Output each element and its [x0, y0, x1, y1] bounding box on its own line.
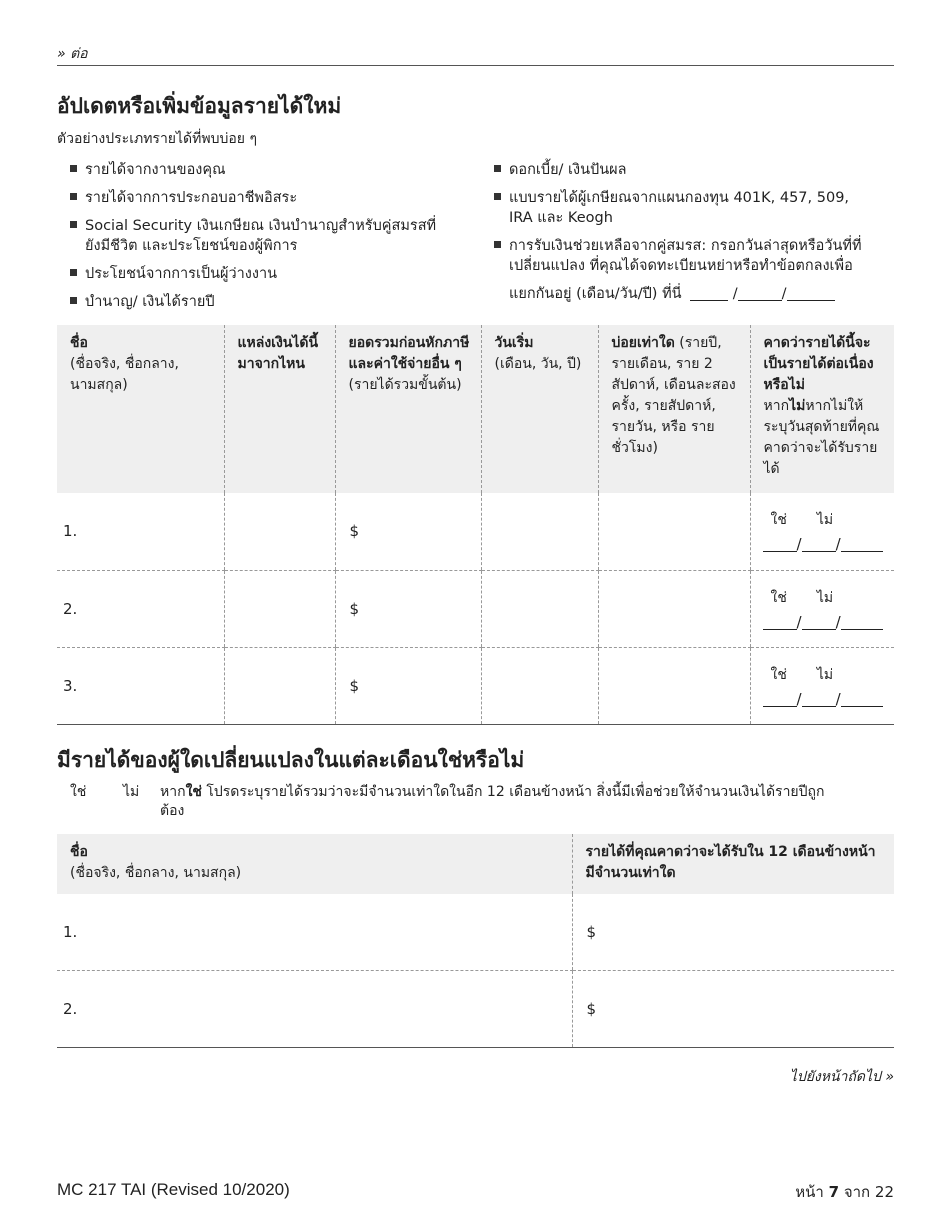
list-item: Social Security เงินเกษียณ เงินบำนาญสำหรับคู่สมรสที่ ยังมีชีวิต และประโยชน์ของผู้พิการ: [70, 216, 480, 256]
continuing-cell: [750, 647, 894, 724]
yes-option[interactable]: ใช่: [770, 666, 787, 683]
yes-option[interactable]: ใช่: [770, 512, 787, 529]
no-option[interactable]: ไม่: [816, 666, 834, 683]
col-header-frequency: บ่อยเท่าใด (รายปี, รายเดือน, ราย 2 สัปดาห์, เดือนละสองครั้ง, รายสัปดาห์, รายวัน, หรือ รายชั่วโมง): [598, 325, 750, 493]
no-option[interactable]: ไม่: [816, 589, 834, 606]
list-item: รายได้จากงานของคุณ: [70, 160, 480, 180]
end-date-field[interactable]: / /: [751, 535, 895, 553]
col-header-source: แหล่งเงินได้นี้มาจากไหน: [224, 325, 335, 493]
list-item: รายได้จากการประกอบอาชีพอิสระ: [70, 188, 480, 208]
bullet-icon: [70, 269, 77, 276]
top-rule: [57, 65, 894, 66]
expected-amount-cell[interactable]: $: [572, 894, 894, 970]
gross-amount-cell[interactable]: $: [335, 570, 481, 647]
row-number: 3.: [57, 647, 224, 724]
list-item: แบบรายได้ผู้เกษียณจากแผนกองทุน 401K, 457, 509, IRA และ Keogh: [494, 188, 894, 228]
table-header-row: [57, 834, 894, 894]
bullet-icon: [70, 165, 77, 172]
expected-amount-cell[interactable]: $: [572, 970, 894, 1047]
row-number: 2.: [57, 970, 572, 1047]
continuing-cell: [750, 493, 894, 570]
monthly-change-question: [70, 783, 894, 821]
form-id: MC 217 TAI (Revised 10/2020): [57, 1180, 290, 1199]
no-option[interactable]: ไม่: [123, 784, 140, 800]
bullet-icon: [494, 165, 501, 172]
bullet-icon: [494, 193, 501, 200]
col-header-continuing: คาดว่ารายได้นี้จะเป็นรายได้ต่อเนื่องหรือไม่ หากไม่หากไม่ให้ระบุวันสุดท้ายที่คุณคาดว่าจะได้รับรายได้: [750, 325, 894, 493]
frequency-cell[interactable]: [598, 493, 750, 570]
gross-amount-cell[interactable]: $: [335, 493, 481, 570]
separation-day-field[interactable]: [738, 286, 782, 301]
frequency-cell[interactable]: [598, 570, 750, 647]
start-date-cell[interactable]: [481, 493, 598, 570]
income-types-left-list: [70, 160, 480, 312]
end-date-field[interactable]: / /: [751, 613, 895, 631]
col-header-start-date: วันเริ่ม (เดือน, วัน, ปี): [481, 325, 598, 493]
monthly-change-instructions: หากใช่ โปรดระบุรายได้รวมว่าจะมีจำนวนเท่าใดในอีก 12 เดือนข้างหน้า สิ่งนี้มีเพื่อช่วยให้จำนวนเงินได้รายปีถูก ต้อง: [160, 784, 825, 819]
row-number: 1.: [57, 493, 224, 570]
income-table: [57, 325, 894, 725]
col-header-name: ชื่อ (ชื่อจริง, ชื่อกลาง, นามสกุล): [70, 335, 179, 393]
bullet-icon: [70, 297, 77, 304]
bullet-icon: [494, 241, 501, 248]
separation-year-field[interactable]: [787, 286, 835, 301]
col-header-gross: ยอดรวมก่อนหักภาษีและค่าใช้จ่ายอื่น ๆ (รายได้รวมขั้นต้น): [335, 325, 481, 493]
table-row: [57, 894, 894, 970]
start-date-cell[interactable]: [481, 570, 598, 647]
page-number: หน้า 7 จาก 22: [795, 1183, 894, 1201]
table-row: [57, 493, 894, 570]
list-item: การรับเงินช่วยเหลือจากคู่สมรส: กรอกวันล่าสุดหรือวันที่ที่ เปลี่ยนแปลง ที่คุณได้จดทะเบียนหย่าหรือทำข้อตกลงเพื่อ แยกกันอยู่ (เดือน/วัน/ปี) ที่นี่ / /: [494, 236, 894, 304]
table-row: [57, 570, 894, 647]
list-item: ประโยชน์จากการเป็นผู้ว่างงาน: [70, 264, 480, 284]
row-number: 2.: [57, 570, 224, 647]
table-row: [57, 970, 894, 1047]
source-cell[interactable]: [224, 570, 335, 647]
no-option[interactable]: ไม่: [816, 512, 834, 529]
section-subtitle: ตัวอย่างประเภทรายได้ที่พบบ่อย ๆ: [57, 131, 257, 147]
start-date-cell[interactable]: [481, 647, 598, 724]
section-title-update-income: อัปเดตหรือเพิ่มข้อมูลรายได้ใหม่: [57, 94, 342, 118]
end-date-field[interactable]: / /: [751, 690, 895, 708]
frequency-cell[interactable]: [598, 647, 750, 724]
yes-option[interactable]: ใช่: [770, 589, 787, 606]
gross-amount-cell[interactable]: $: [335, 647, 481, 724]
next-page-label: ไปยังหน้าถัดไป »: [789, 1069, 894, 1085]
col-header-expected-income: รายได้ที่คุณคาดว่าจะได้รับใน 12 เดือนข้างหน้ามีจำนวนเท่าใด: [572, 834, 894, 894]
expected-income-table: [57, 834, 894, 1048]
continuing-cell: [750, 570, 894, 647]
source-cell[interactable]: [224, 493, 335, 570]
list-item: บำนาญ/ เงินได้รายปี: [70, 292, 480, 312]
bullet-icon: [70, 221, 77, 228]
table-row: [57, 647, 894, 724]
bullet-icon: [70, 193, 77, 200]
yes-option[interactable]: ใช่: [70, 784, 87, 800]
income-types-right-list: [494, 160, 894, 304]
separation-month-field[interactable]: [690, 286, 728, 301]
list-item: ดอกเบี้ย/ เงินปันผล: [494, 160, 894, 180]
continued-label: » ต่อ: [57, 46, 88, 62]
row-number: 1.: [57, 894, 572, 970]
source-cell[interactable]: [224, 647, 335, 724]
col-header-name: ชื่อ (ชื่อจริง, ชื่อกลาง, นามสกุล): [70, 844, 242, 881]
table-header-row: [57, 325, 894, 493]
section-title-monthly-change: มีรายได้ของผู้ใดเปลี่ยนแปลงในแต่ละเดือนใช่หรือไม่: [57, 748, 525, 772]
